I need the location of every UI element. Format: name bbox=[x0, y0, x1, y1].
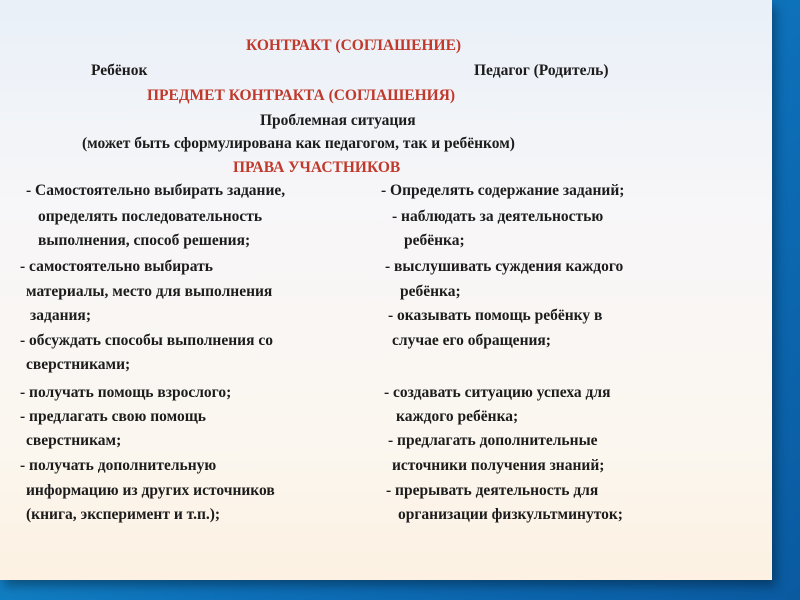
teacher-right-line: - Определять содержание заданий; bbox=[381, 182, 625, 199]
party-teacher: Педагог (Родитель) bbox=[474, 62, 609, 79]
child-right-line: сверстникам; bbox=[26, 432, 122, 449]
teacher-right-line: источники получения знаний; bbox=[392, 457, 605, 474]
child-right-line: материалы, место для выполнения bbox=[26, 283, 273, 300]
child-right-line: - получать дополнительную bbox=[20, 457, 217, 474]
child-right-line: задания; bbox=[30, 307, 91, 324]
teacher-right-line: ребёнка; bbox=[400, 283, 461, 300]
child-right-line: информацию из других источников bbox=[26, 482, 275, 499]
teacher-right-line: - наблюдать за деятельностью bbox=[392, 208, 604, 225]
child-right-line: - предлагать свою помощь bbox=[20, 408, 207, 425]
child-right-line: сверстниками; bbox=[26, 356, 131, 373]
child-right-line: определять последовательность bbox=[38, 208, 263, 225]
teacher-right-line: - предлагать дополнительные bbox=[388, 432, 598, 449]
contract-title: КОНТРАКТ (СОГЛАШЕНИЕ) bbox=[246, 37, 462, 54]
teacher-right-line: - выслушивать суждения каждого bbox=[385, 258, 624, 275]
party-child: Ребёнок bbox=[91, 62, 148, 79]
subject-title: ПРЕДМЕТ КОНТРАКТА (СОГЛАШЕНИЯ) bbox=[147, 87, 456, 104]
teacher-right-line: каждого ребёнка; bbox=[396, 408, 519, 425]
child-right-line: - Самостоятельно выбирать задание, bbox=[26, 182, 286, 199]
rights-title: ПРАВА УЧАСТНИКОВ bbox=[233, 159, 401, 176]
teacher-right-line: - создавать ситуацию успеха для bbox=[384, 384, 611, 401]
child-right-line: - получать помощь взрослого; bbox=[20, 384, 232, 401]
problem-note: (может быть сформулирована как педагогом, так и ребёнком) bbox=[82, 135, 515, 152]
child-right-line: - обсуждать способы выполнения со bbox=[20, 332, 273, 349]
teacher-right-line: - оказывать помощь ребёнку в bbox=[388, 307, 603, 324]
teacher-right-line: - прерывать деятельность для bbox=[386, 482, 599, 499]
problem-label: Проблемная ситуация bbox=[260, 112, 416, 129]
child-right-line: выполнения, способ решения; bbox=[38, 232, 251, 249]
teacher-right-line: организации физкультминуток; bbox=[398, 506, 623, 523]
teacher-right-line: ребёнка; bbox=[404, 232, 465, 249]
child-right-line: (книга, эксперимент и т.п.); bbox=[26, 506, 221, 523]
teacher-right-line: случае его обращения; bbox=[392, 332, 551, 349]
child-right-line: - самостоятельно выбирать bbox=[20, 258, 213, 275]
